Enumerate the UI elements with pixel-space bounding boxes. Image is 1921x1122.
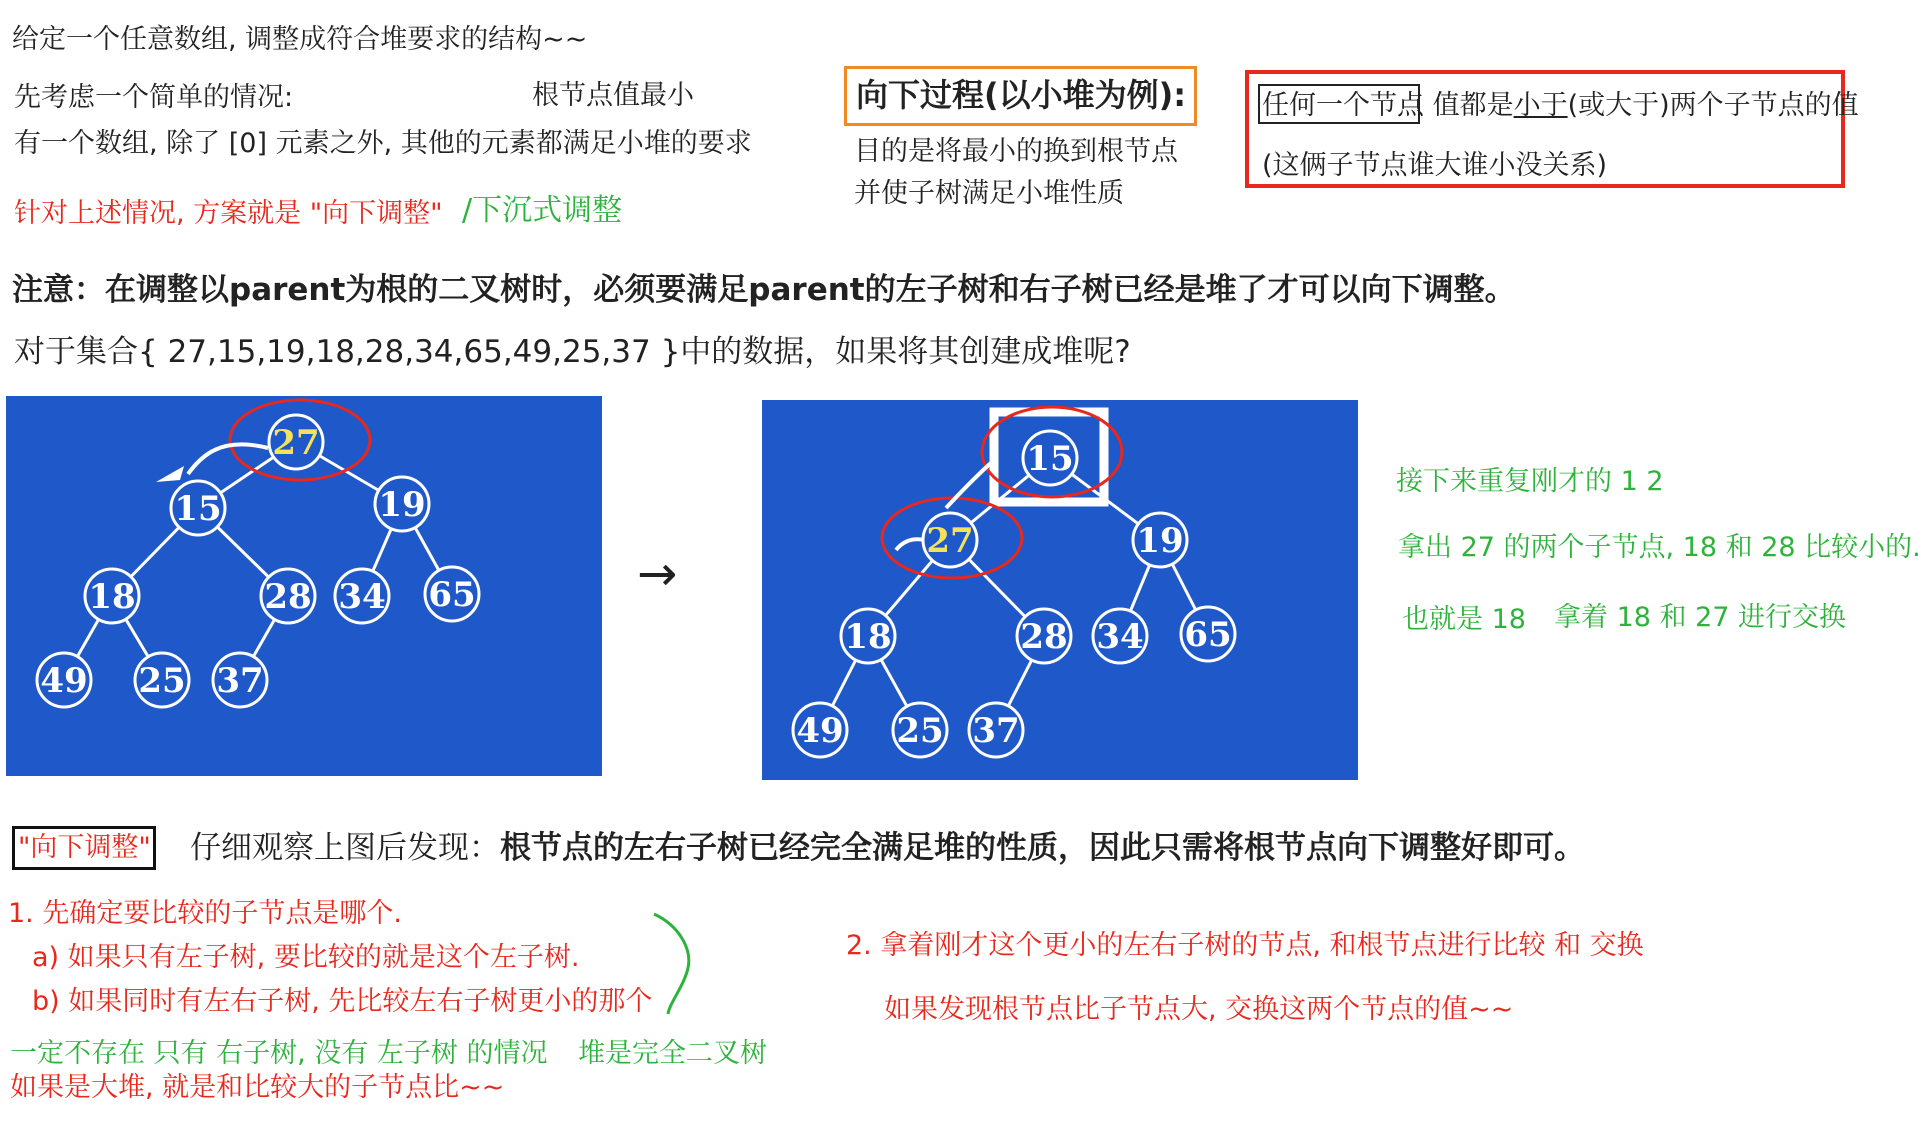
swap-note: 拿着 18 和 27 进行交换: [1554, 602, 1847, 633]
max-heap-note: 如果是大堆, 就是和比较大的子节点比~~: [10, 1072, 505, 1103]
children-note: 拿出 27 的两个子节点, 18 和 28 比较小的.: [1398, 532, 1921, 563]
node-label: 18: [844, 617, 892, 657]
node-label: 65: [1184, 615, 1232, 655]
tree-before-diagram: [6, 396, 602, 776]
node-label: 25: [896, 711, 944, 751]
process-title: 向下过程(以小堆为例):: [856, 76, 1187, 114]
step1: 1. 先确定要比较的子节点是哪个.: [8, 898, 402, 929]
green-note-2: 堆是完全二叉树: [578, 1038, 767, 1069]
node-label: 34: [1096, 617, 1144, 657]
plan-text: 针对上述情况, 方案就是 "向下调整": [14, 198, 443, 229]
sift-down-tag: "向下调整": [18, 832, 151, 863]
node-label: 34: [338, 577, 386, 617]
process-desc2: 并使子树满足小堆性质: [854, 178, 1124, 209]
node-label: 25: [138, 661, 186, 701]
node-label: 49: [796, 711, 844, 751]
node-label: 15: [174, 489, 222, 529]
node-label: 37: [216, 661, 264, 701]
tree-after-panel: [762, 400, 1358, 780]
swap-arrow-icon: [946, 460, 994, 508]
node-label: 28: [264, 577, 312, 617]
less-than-text: 小于: [1513, 90, 1568, 121]
any-node-text: 任何一个节点: [1262, 90, 1424, 121]
tree-before-panel: [6, 396, 602, 776]
swap-arrow-icon: [896, 539, 924, 550]
green-note-1: 一定不存在 只有 右子树, 没有 左子树 的情况: [10, 1038, 548, 1069]
note-text: 注意：在调整以parent为根的二叉树时，必须要满足parent的左子树和右子树已经是堆了才可以向下调整。: [12, 272, 1516, 308]
plan-alt-text: /下沉式调整: [462, 193, 623, 228]
step2b: 如果发现根节点比子节点大, 交换这两个节点的值~~: [884, 994, 1514, 1025]
node-label: 49: [40, 661, 88, 701]
node-label: 18: [88, 577, 136, 617]
node-label: 19: [378, 485, 426, 525]
value-text: 值都是: [1424, 90, 1514, 121]
swap-arrowhead-icon: [156, 466, 184, 482]
or-greater-text: (或大于)两个子节点的值: [1567, 90, 1859, 121]
intro-line2: 先考虑一个简单的情况:: [14, 82, 294, 113]
node-label: 37: [972, 711, 1020, 751]
root-min-note: 根节点值最小: [532, 80, 694, 111]
step1b: b) 如果同时有左右子树, 先比较左右子树更小的那个: [32, 986, 653, 1017]
brace-icon: [640, 910, 700, 1020]
repeat-note: 接下来重复刚才的 1 2: [1396, 466, 1664, 497]
question-text: 对于集合{ 27,15,19,18,28,34,65,49,25,37 }中的数据，如果将其创建成堆呢?: [14, 334, 1131, 370]
observation-bold: 根节点的左右子树已经完全满足堆的性质，因此只需将根节点向下调整好即可。: [500, 830, 1585, 866]
observation-lead: 仔细观察上图后发现：: [190, 830, 500, 866]
transform-arrow: →: [637, 546, 678, 602]
observation-text: [190, 830, 1585, 867]
smaller-child-note: 也就是 18: [1402, 604, 1526, 635]
process-desc1: 目的是将最小的换到根节点: [854, 136, 1178, 167]
step1a: a) 如果只有左子树, 要比较的就是这个左子树.: [32, 942, 580, 973]
intro-line1: 给定一个任意数组, 调整成符合堆要求的结构~~: [12, 24, 588, 55]
heap-property-line2: (这俩子节点谁大谁小没关系): [1262, 150, 1608, 181]
step2: 2. 拿着刚才这个更小的左右子树的节点, 和根节点进行比较 和 交换: [846, 930, 1644, 961]
node-label: 65: [428, 575, 476, 615]
node-label: 15: [1026, 439, 1074, 479]
node-label: 19: [1136, 521, 1184, 561]
node-label: 27: [926, 521, 974, 561]
tree-after-diagram: [762, 400, 1358, 780]
heap-property-line1: [1262, 90, 1859, 122]
node-label: 27: [272, 423, 320, 463]
node-label: 28: [1020, 617, 1068, 657]
intro-line3: 有一个数组, 除了 [0] 元素之外, 其他的元素都满足小堆的要求: [14, 128, 752, 159]
